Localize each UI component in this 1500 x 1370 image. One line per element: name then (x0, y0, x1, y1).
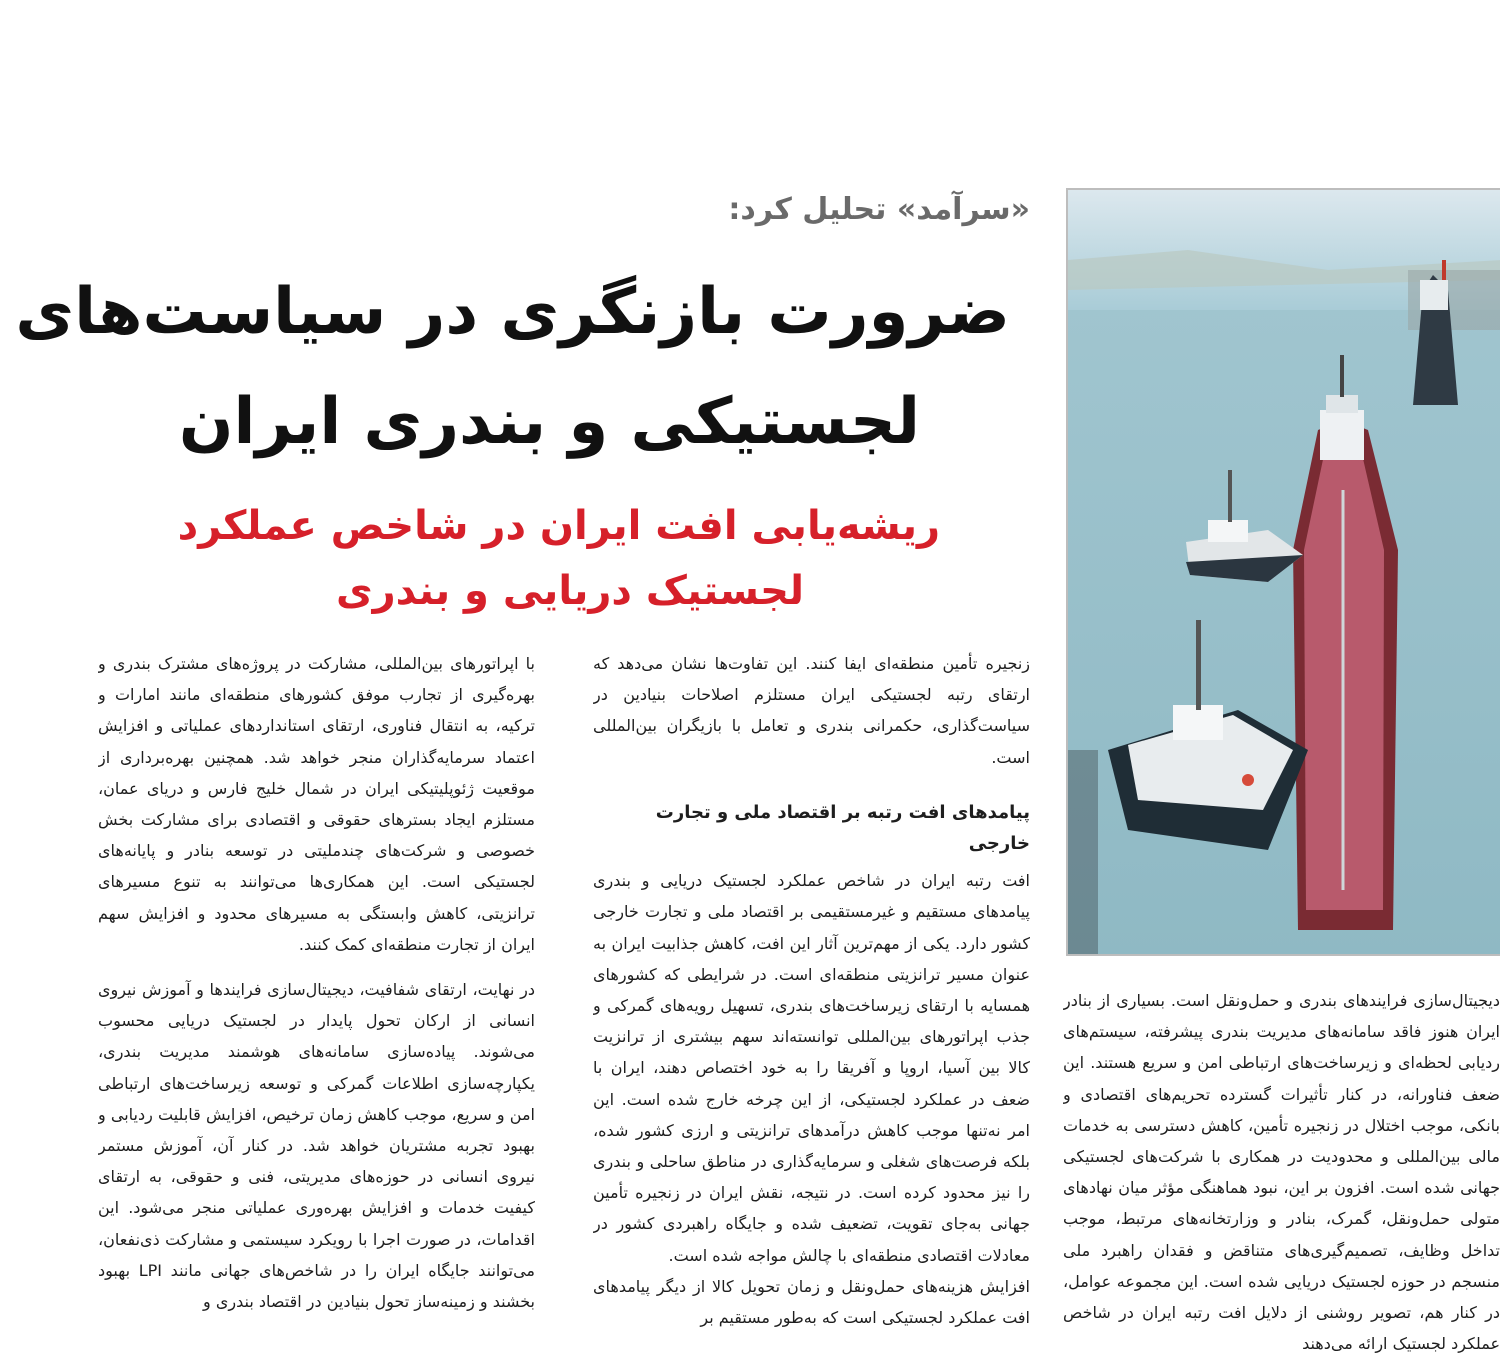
subheadline-line-2: لجستیک دریایی و بندری (335, 568, 805, 614)
ship-illustration (1068, 190, 1500, 956)
paragraph: دیجیتال‌سازی فرایندهای بندری و حمل‌ونقل است. بسیاری از بنادر ایران هنوز فاقد سامانه‌های مدیریت بندری پیشرفته، سیستم‌های ردیابی لحظه‌ای و زیرساخت‌های ارتباطی امن و سریع هستند. این ضعف فناورانه، در کنار تأثیرات گسترده تحریم‌های اقتصادی و بانکی، موجب اختلال در زنجیره تأمین، کاهش دسترسی به خدمات مالی بین‌المللی و محدودیت در همکاری با شرکت‌های لجستیکی جهانی شده است. افزون بر این، نبود هماهنگی مؤثر میان نهادهای متولی حمل‌ونقل، گمرک، بنادر و وزارتخانه‌های مرتبط، موجب تداخل وظایف، تصمیم‌گیری‌های متناقض و فقدان راهبرد ملی منسجم در حوزه لجستیک دریایی شده است. این مجموعه عوامل، در کنار هم، تصویر روشنی از دلایل افت رتبه ایران در شاخص عملکرد لجستیک ارائه می‌دهند (1063, 991, 1500, 1354)
paragraph-gap (98, 960, 535, 974)
article-column-far-right (1063, 985, 1500, 1370)
headline-line-1: ضرورت بازنگری در سیاست‌های (15, 275, 1010, 349)
article-column-left (98, 648, 535, 1370)
headline-line-2: لجستیکی و بندری ایران (178, 385, 920, 459)
paragraph: با اپراتورهای بین‌المللی، مشارکت در پروژه‌های مشترک بندری و بهره‌گیری از تجارب موفق کشورهای منطقه‌ای مانند امارات و ترکیه، به انتقال فناوری، ارتقای استانداردهای عملیاتی و افزایش اعتماد سرمایه‌گذاران منجر خواهد شد. همچنین بهره‌برداری از موقعیت ژئوپلیتیکی ایران در شمال خلیج فارس و دریای عمان، مستلزم ایجاد بسترهای حقوقی و اقتصادی برای مشارکت بخش خصوصی و شرکت‌های چندملیتی در توسعه بنادر و پایانه‌های لجستیکی است. این همکاری‌ها می‌توانند به تنوع مسیرهای ترانزیتی، کاهش وابستگی به مسیرهای محدود و افزایش سهم ایران از تجارت منطقه‌ای کمک کنند. (98, 654, 535, 954)
kicker: «سرآمد» تحلیل کرد: (728, 192, 1030, 227)
paragraph: زنجیره تأمین منطقه‌ای ایفا کنند. این تفاوت‌ها نشان می‌دهد که ارتقای رتبه لجستیکی ایران مستلزم اصلاحات بنیادین در سیاست‌گذاری، حکمرانی بندری و تعامل با بازیگران بین‌المللی است. (593, 654, 1030, 767)
subheadline-line-1: ریشه‌یابی افت ایران در شاخص عملکرد (177, 503, 940, 549)
section-heading: پیامدهای افت رتبه بر اقتصاد ملی و تجارت خارجی (655, 801, 1030, 855)
paragraph: افت رتبه ایران در شاخص عملکرد لجستیک دریایی و بندری پیامدهای مستقیم و غیرمستقیمی بر اقتصاد ملی و تجارت خارجی کشور دارد. یکی از مهم‌ترین آثار این افت، کاهش جذابیت ایران به عنوان مسیر ترانزیتی منطقه‌ای است. در شرایطی که کشورهای همسایه با ارتقای زیرساخت‌های بندری، تسهیل رویه‌های گمرکی و جذب اپراتورهای بین‌المللی توانسته‌اند سهم بیشتری از ترانزیت کالا بین آسیا، اروپا و آفریقا را به خود اختصاص دهند، ایران با ضعف در عملکرد لجستیکی، از این چرخه خارج شده است. این امر نه‌تنها موجب کاهش درآمدهای ترانزیتی و ارزی کشور شده، بلکه فرصت‌های شغلی و سرمایه‌گذاری در مناطق ساحلی و بندری را نیز محدود کرده است. در نتیجه، نقش ایران در زنجیره تأمین جهانی به‌جای تقویت، تضعیف شده و جایگاه راهبردی کشور در معادلات اقتصادی منطقه‌ای با چالش مواجه شده است. (593, 871, 1030, 1265)
paragraph: در نهایت، ارتقای شفافیت، دیجیتال‌سازی فرایندها و آموزش نیروی انسانی از ارکان تحول پایدار در لجستیک دریایی محسوب می‌شوند. پیاده‌سازی سامانه‌های هوشمند مدیریت بندری، یکپارچه‌سازی اطلاعات گمرکی و توسعه زیرساخت‌های ارتباطی امن و سریع، موجب کاهش زمان ترخیص، افزایش قابلیت ردیابی و بهبود تجربه مشتریان خواهد شد. در کنار آن، آموزش مستمر نیروی انسانی در حوزه‌های مدیریتی، فنی و حقوقی، به ارتقای کیفیت خدمات و افزایش بهره‌وری عملیاتی منجر می‌شود. این اقدامات، در صورت اجرا با رویکرد سیستمی و مشارکت ذی‌نفعان، می‌توانند جایگاه ایران را در شاخص‌های جهانی مانند LPI بهبود بخشند و زمینه‌ساز تحول بنیادین در اقتصاد بندری و (98, 980, 535, 1312)
article-column-middle (593, 648, 1030, 1370)
paragraph: افزایش هزینه‌های حمل‌ونقل و زمان تحویل کالا از دیگر پیامدهای افت عملکرد لجستیکی است که به‌طور مستقیم بر (593, 1276, 1030, 1328)
ship-photo (1066, 188, 1500, 956)
